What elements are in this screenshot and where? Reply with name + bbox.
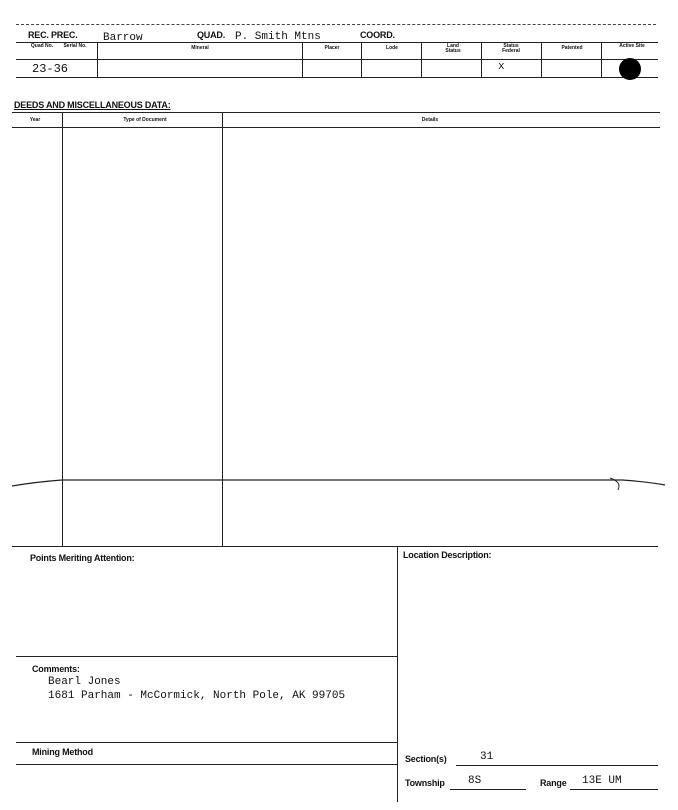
col-header-status-federal: Status Federal xyxy=(502,43,520,54)
comments-line-1: Bearl Jones xyxy=(48,676,121,688)
col-divider xyxy=(97,42,98,77)
active-site-dot xyxy=(619,58,641,80)
col-divider xyxy=(541,42,542,77)
range-underline xyxy=(570,789,658,790)
section-value: 31 xyxy=(480,751,494,763)
township-value: 8S xyxy=(468,775,482,787)
lower-divider xyxy=(397,546,398,802)
table-bottom-rule xyxy=(16,77,658,78)
col-divider xyxy=(361,42,362,77)
quad-value: P. Smith Mtns xyxy=(235,31,321,43)
col-header-patented: Patented xyxy=(561,45,583,51)
comments-label: Comments: xyxy=(32,664,80,674)
coord-label: COORD. xyxy=(360,30,395,40)
quad-label: QUAD. xyxy=(197,30,225,40)
col-header-details: Details xyxy=(421,117,439,123)
top-rule xyxy=(16,24,656,25)
location-description-label: Location Description: xyxy=(403,550,492,560)
township-underline xyxy=(450,789,526,790)
deeds-bottom-rule xyxy=(12,546,658,547)
mining-method-rule xyxy=(16,764,397,765)
section-underline xyxy=(456,765,658,766)
table-header-rule xyxy=(16,59,658,60)
col-header-serial-no: Serial No. xyxy=(63,43,87,49)
range-label: Range xyxy=(540,778,567,788)
col-header-land-status: Land Status xyxy=(445,43,461,54)
col-header-type-of-document: Type of Document xyxy=(123,117,167,123)
table-top-rule xyxy=(16,42,658,43)
col-divider xyxy=(481,42,482,77)
col-divider xyxy=(421,42,422,77)
col-divider xyxy=(601,42,602,77)
col-header-active-site: Active Site xyxy=(619,43,645,49)
deeds-title: DEEDS AND MISCELLANEOUS DATA: xyxy=(14,100,171,110)
col-header-year: Year xyxy=(29,117,41,123)
col-divider xyxy=(302,42,303,77)
range-value: 13E UM xyxy=(582,775,622,787)
points-bottom-rule xyxy=(16,656,397,657)
rec-prec-label: REC. PREC. xyxy=(28,30,78,40)
comments-bottom-rule xyxy=(16,742,397,743)
rec-prec-value: Barrow xyxy=(103,32,143,44)
points-meriting-attention-label: Points Meriting Attention: xyxy=(30,553,135,563)
mining-method-label: Mining Method xyxy=(32,747,93,757)
township-label: Township xyxy=(405,778,445,788)
comments-line-2: 1681 Parham - McCormick, North Pole, AK 99705 xyxy=(48,690,346,702)
section-label: Section(s) xyxy=(405,754,447,764)
quad-no-value: 23-36 xyxy=(32,62,69,76)
col-header-lode: Lode xyxy=(386,45,398,51)
fold-line xyxy=(10,468,670,498)
deeds-header-rule xyxy=(12,127,660,128)
deeds-top-rule xyxy=(12,112,660,113)
col-header-quad-no: Quad No. xyxy=(30,43,54,49)
col-header-mineral: Mineral xyxy=(191,45,209,51)
status-federal-value: x xyxy=(498,61,505,73)
col-header-placer: Placer xyxy=(324,45,340,51)
